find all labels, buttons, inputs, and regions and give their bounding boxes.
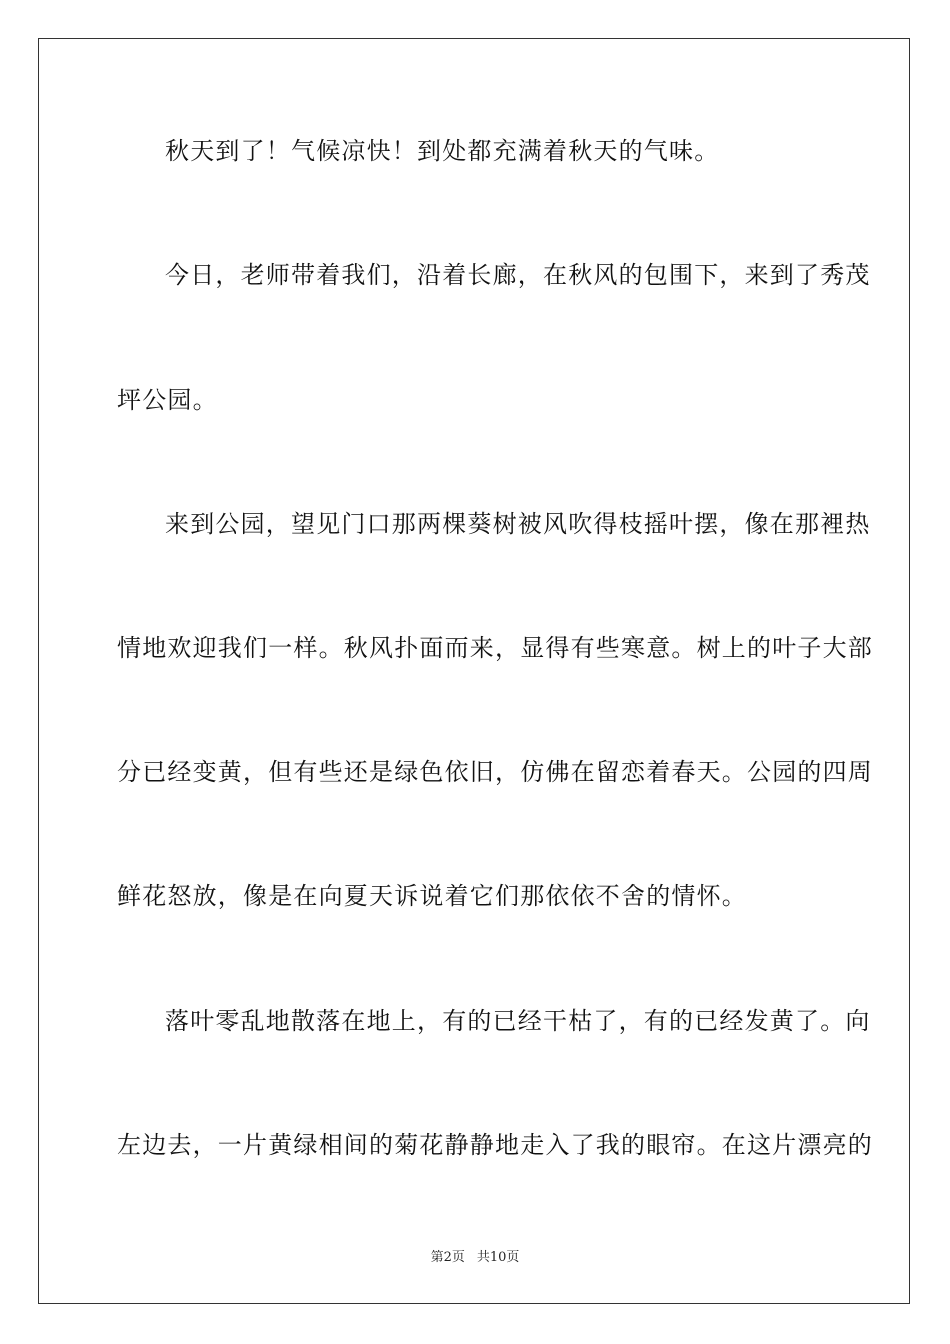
- page-border: [38, 38, 910, 1304]
- paragraph-2-line-1: 今日，老师带着我们，沿着长廊，在秋风的包围下，来到了秀茂: [165, 261, 871, 289]
- paragraph-3-line-1: 来到公园，望见门口那两棵葵树被风吹得枝摇叶摆，像在那裡热: [165, 510, 871, 538]
- paragraph-4-line-1: 落叶零乱地散落在地上，有的已经干枯了，有的已经发黄了。向: [165, 1007, 871, 1035]
- page-number: 第2页: [430, 1250, 465, 1265]
- paragraph-3-line-3: 分已经变黄，但有些还是绿色依旧，仿佛在留恋着春天。公园的四周: [117, 758, 873, 786]
- page-footer: [0, 1249, 950, 1267]
- paragraph-3-line-4: 鲜花怒放，像是在向夏天诉说着它们那依依不舍的情怀。: [117, 882, 747, 910]
- page-total: 共10页: [476, 1250, 520, 1265]
- paragraph-2-line-2: 坪公园。: [117, 386, 218, 414]
- paragraph-4-line-2: 左边去，一片黄绿相间的菊花静静地走入了我的眼帘。在这片漂亮的: [117, 1131, 873, 1159]
- paragraph-3-line-2: 情地欢迎我们一样。秋风扑面而来，显得有些寒意。树上的叶子大部: [117, 634, 873, 662]
- paragraph-1-line-1: 秋天到了！气候凉快！到处都充满着秋天的气味。: [165, 137, 720, 165]
